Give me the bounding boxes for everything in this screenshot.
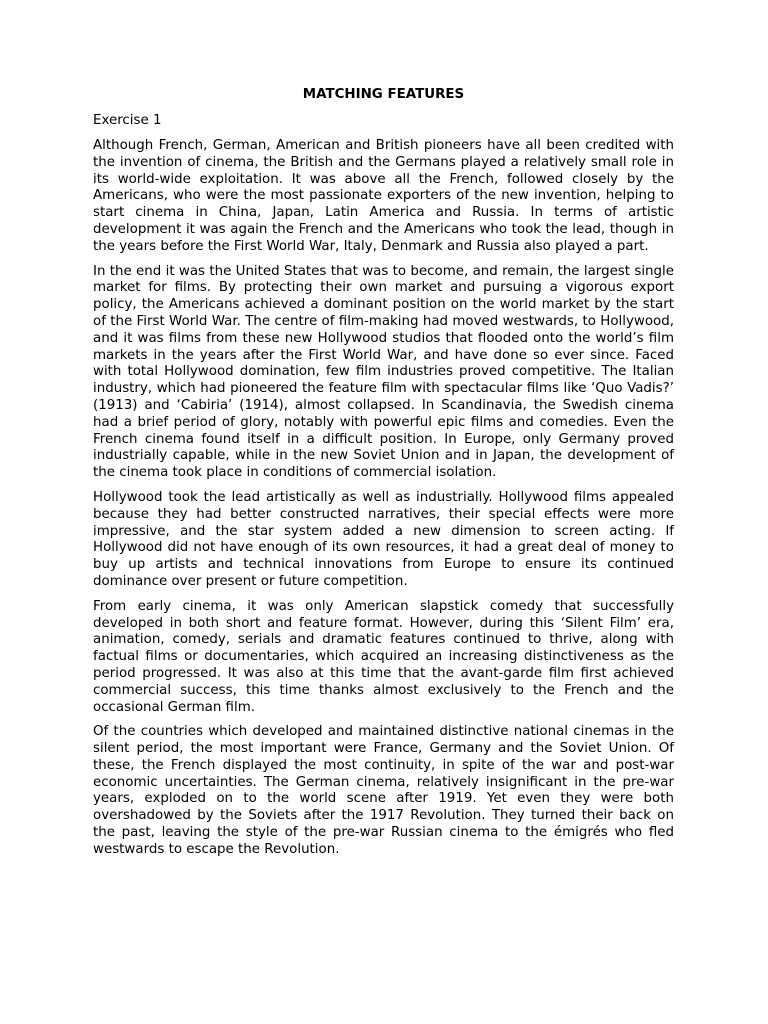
paragraph-5: Of the countries which developed and maintained distinctive national cinemas in the silent period, the most important were France, Germany and the Soviet Union. Of these, the French displayed the most continuity, in spite of the war and post-war economic uncertainties. The German cinema, relatively insignificant in the pre-war years, exploded on to the world scene after 1919. Yet even they were both overshadowed by the Soviets after the 1917 Revolution. They turned their back on the past, leaving the style of the pre-war Russian cinema to the émigrés who fled westwards to escape the Revolution. <box>93 724 674 857</box>
paragraph-2: In the end it was the United States that was to become, and remain, the largest single market for films. By protecting their own market and pursuing a vigorous export policy, the Americans achieved a dominant position on the world market by the start of the First World War. The centre of film-making had moved westwards, to Hollywood, and it was films from these new Hollywood studios that flooded onto the world’s film markets in the years after the First World War, and have done so ever since. Faced with total Hollywood domination, few film industries proved competitive. The Italian industry, which had pioneered the feature film with spectacular films like ‘Quo Vadis?’ (1913) and ‘Cabiria’ (1914), almost collapsed. In Scandinavia, the Swedish cinema had a brief period of glory, notably with powerful epic films and comedies. Even the French cinema found itself in a difficult position. In Europe, only Germany proved industrially capable, while in the new Soviet Union and in Japan, the development of the cinema took place in conditions of commercial isolation. <box>93 263 674 481</box>
exercise-label: Exercise 1 <box>93 113 162 128</box>
paragraph-4: From early cinema, it was only American slapstick comedy that successfully developed in both short and feature format. However, during this ‘Silent Film’ era, animation, comedy, serials and dramatic features continued to thrive, along with factual films or documentaries, which acquired an increasing distinctiveness as the period progressed. It was also at this time that the avant-garde film first achieved commercial success, this time thanks almost exclusively to the French and the occasional German film. <box>93 598 674 715</box>
document-title: MATCHING FEATURES <box>302 87 465 102</box>
paragraph-1: Although French, German, American and British pioneers have all been credited with the invention of cinema, the British and the Germans played a relatively small role in its world-wide exploitation. It was above all the French, followed closely by the Americans, who were the most passionate exporters of the new invention, helping to start cinema in China, Japan, Latin America and Russia. In terms of artistic development it was again the French and the Americans who took the lead, though in the years before the First World War, Italy, Denmark and Russia also played a part. <box>93 138 674 254</box>
paragraph-3: Hollywood took the lead artistically as well as industrially. Hollywood films appealed because they had better constructed narratives, their special effects were more impressive, and the star system added a new dimension to screen acting. If Hollywood did not have enough of its own resources, it had a great deal of money to buy up artists and technical innovations from Europe to ensure its continued dominance over present or future competition. <box>93 489 674 589</box>
document-page <box>93 86 674 867</box>
